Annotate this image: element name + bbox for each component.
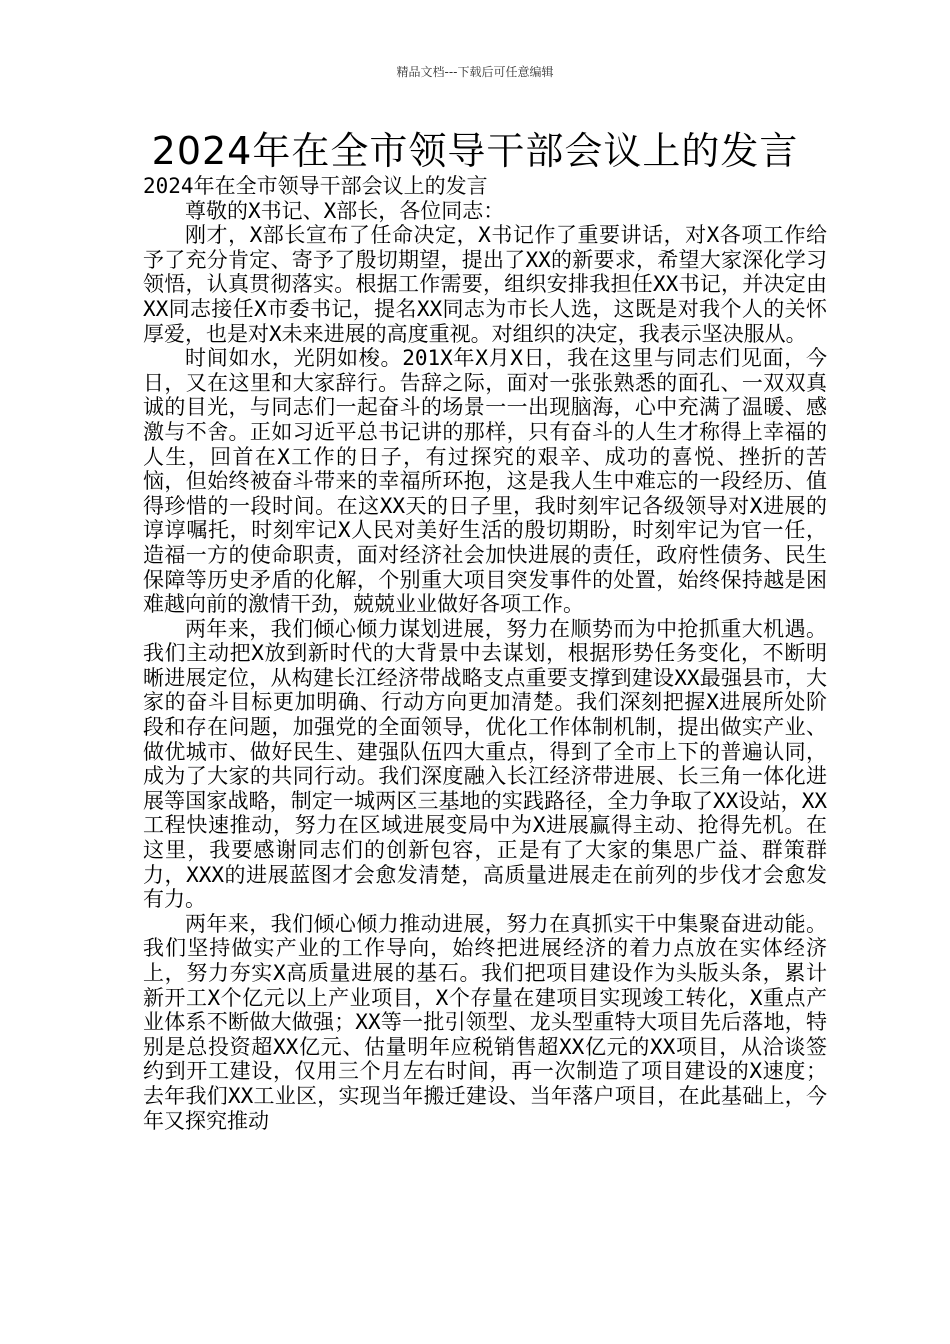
body-paragraph: 刚才，X部长宣布了任命决定，X书记作了重要讲话，对X各项工作给予了充分肯定、寄予了殷切期望，提出了XX的新要求，希望大家深化学习领悟，认真贯彻落实。根据工作需要，组织安排我担任XX书记，并决定由XX同志接任X市委书记，提名XX同志为市长人选，这既是对我个人的关怀厚爱，也是对X未来进展的高度重视。对组织的决定，我表示坚决服从。	[143, 223, 827, 346]
salutation-paragraph: 尊敬的X书记、X部长，各位同志：	[185, 198, 505, 223]
body-paragraph: 时间如水，光阴如梭。201X年X月X日，我在这里与同志们见面，今日，又在这里和大家辞行。告辞之际，面对一张张熟悉的面孔、一双双真诚的目光，与同志们一起奋斗的场景一一出现脑海，心中充满了温暖、感激与不舍。正如习近平总书记讲的那样，只有奋斗的人生才称得上幸福的人生，回首在X工作的日子，有过探究的艰辛、成功的喜悦、挫折的苦恼，但始终被奋斗带来的幸福所环抱，这是我人生中难忘的一段经历、值得珍惜的一段时间。在这XX天的日子里，我时刻牢记各级领导对X进展的谆谆嘱托，时刻牢记X人民对美好生活的殷切期盼，时刻牢记为官一任，造福一方的使命职责，面对经济社会加快进展的责任，政府性债务、民生保障等历史矛盾的化解，个别重大项目突发事件的处置，始终保持越是困难越向前的激情干劲，兢兢业业做好各项工作。	[143, 346, 827, 617]
document-subtitle: 2024年在全市领导干部会议上的发言	[143, 174, 488, 198]
document-body	[143, 174, 827, 1133]
document-title: 2024年在全市领导干部会议上的发言	[151, 129, 799, 173]
page-header: 精品文档---下载后可任意编辑	[396, 65, 554, 79]
body-paragraph: 两年来，我们倾心倾力谋划进展，努力在顺势而为中抢抓重大机遇。我们主动把X放到新时代的大背景中去谋划，根据形势任务变化，不断明晰进展定位，从构建长江经济带战略支点重要支撑到建设XX最强县市，大家的奋斗目标更加明确、行动方向更加清楚。我们深刻把握X进展所处阶段和存在问题，加强党的全面领导，优化工作体制机制，提出做实产业、做优城市、做好民生、建强队伍四大重点，得到了全市上下的普遍认同，成为了大家的共同行动。我们深度融入长江经济带进展、长三角一体化进展等国家战略，制定一城两区三基地的实践路径，全力争取了XX设站，XX工程快速推动，努力在区域进展变局中为X进展赢得主动、抢得先机。在这里，我要感谢同志们的创新包容，正是有了大家的集思广益、群策群力，XXX的进展蓝图才会愈发清楚，高质量进展走在前列的步伐才会愈发有力。	[143, 616, 827, 912]
body-paragraph: 两年来，我们倾心倾力推动进展，努力在真抓实干中集聚奋进动能。我们坚持做实产业的工作导向，始终把进展经济的着力点放在实体经济上，努力夯实X高质量进展的基石。我们把项目建设作为头版头条，累计新开工X个亿元以上产业项目，X个存量在建项目实现竣工转化，X重点产业体系不断做大做强；XX等一批引领型、龙头型重特大项目先后落地，特别是总投资超XX亿元、估量明年应税销售超XX亿元的XX项目，从洽谈签约到开工建设，仅用三个月左右时间，再一次制造了项目建设的X速度；去年我们XX工业区，实现当年搬迁建设、当年落户项目，在此基础上，今年又探究推动	[143, 911, 827, 1133]
